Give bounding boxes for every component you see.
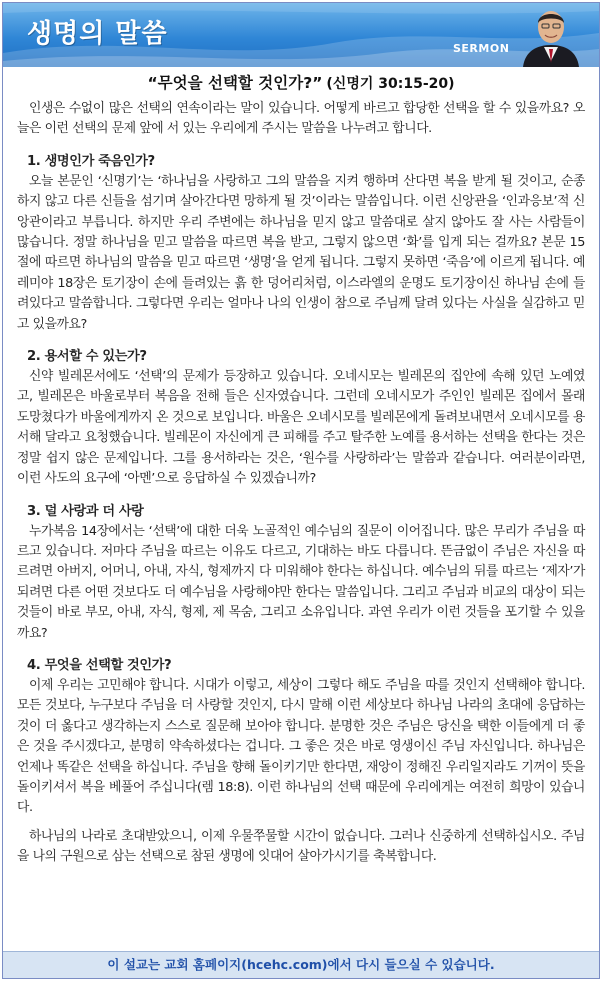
section-heading: 4. 무엇을 선택할 것인가?: [27, 657, 172, 673]
pastor-portrait: [517, 5, 585, 67]
intro-paragraph: 인생은 수없이 많은 선택의 연속이라는 말이 있습니다. 어떻게 바르고 합당한 선택을 할 수 있을까요? 오늘은 이런 선택의 문제 앞에 서 있는 우리에게 주시는 말씀을 나누려고 합니다.: [17, 101, 585, 137]
sermon-body: [17, 99, 585, 868]
header-banner: [3, 3, 599, 67]
section-heading: 2. 용서할 수 있는가?: [27, 349, 147, 365]
sermon-title: “무엇을 선택할 것인가?”: [147, 74, 323, 92]
bulletin-page: [2, 2, 600, 979]
closing-paragraph: 하나님의 나라로 초대받았으니, 이제 우물쭈물할 시간이 없습니다. 그러나 신중하게 선택하십시오. 주님을 나의 구원으로 삼는 선택으로 참된 생명에 잇대어 살아가시기를 축복합니다.: [17, 828, 585, 865]
sermon-label: SERMON: [453, 42, 510, 55]
section-heading: 3. 덜 사랑과 더 사랑: [27, 503, 144, 519]
footer-notice: 이 설교는 교회 홈페이지(hcehc.com)에서 다시 들으실 수 있습니다.: [3, 951, 599, 978]
scripture-reference: (신명기 30:15-20): [326, 76, 455, 92]
section-paragraph: 이제 우리는 고민해야 합니다. 시대가 이렇고, 세상이 그렇다 해도 주님을 따를 것인지 선택해야 합니다. 모든 것보다, 누구보다 주님을 더 사랑할 것인지, 다시 말해 이런 세상보다 하나님 나라의 초대에 응답하는 것이 더 옳다고 생각하는지 스스로 질문해 보아야 합니다. 분명한 것은 주님은 당신을 택한 이들에게 더 좋은 것을 주시겠다고, 분명히 약속하셨다는 겁니다. 그 좋은 것은 바로 영생이신 주님 자신입니다. 하나님은 언제나 똑같은 선택을 하십니다. 주님을 향해 돌이키기만 한다면, 재앙이 정해진 우리일지라도 기꺼이 뜻을 돌이키셔서 복을 베풀어 주십니다(렘 18:8). 이런 하나님의 선택 때문에 우리에게는 여전히 희망이 있습니다.: [17, 677, 585, 816]
section-paragraph: 신약 빌레몬서에도 ‘선택’의 문제가 등장하고 있습니다. 오네시모는 빌레몬의 집안에 속해 있던 노예였고, 빌레몬은 바울로부터 복음을 전해 들은 신자였습니다. 그런데 오네시모가 주인인 빌레몬 집에서 몰래 도망쳤다가 바울에게까지 온 것으로 보입니다. 바울은 오네시모를 빌레몬에게 돌려보내면서 오네시모를 용서해 달라고 요청했습니다. 빌레몬이 자신에게 큰 피해를 주고 탈주한 노예를 용서하는 선택을 한다는 것은 정말 쉽지 않은 문제입니다. 그를 용서하라는 것은, ‘원수를 사랑하라’는 말씀과 같습니다. 여러분이라면, 이런 사도의 요구에 ‘아멘’으로 응답하실 수 있겠습니까?: [17, 369, 585, 487]
section-heading: 1. 생명인가 죽음인가?: [27, 153, 155, 169]
section-title: 생명의 말씀: [27, 19, 168, 49]
sermon-title-row: [3, 71, 599, 93]
section-paragraph: 오늘 본문인 ‘신명기’는 ‘하나님을 사랑하고 그의 말씀을 지켜 행하며 산다면 복을 받게 될 것이고, 순종하지 않고 다른 신들을 섬기며 살아간다면 망하게 될 것’이라는 말씀입니다. 이런 신앙관을 ‘인과응보’적 신앙관이라고 부릅니다. 하지만 우리 주변에는 하나님을 믿지 않고 말씀대로 살지 않아도 잘 사는 사람들이 많습니다. 정말 하나님을 믿고 말씀을 따르면 복을 받고, 그렇지 않으면 ‘화’를 입게 되는 걸까요? 본문 15절에 따르면 하나님의 말씀을 믿고 따르면 ‘생명’을 얻게 됩니다. 그렇지 못하면 ‘죽음’에 이르게 됩니다. 예레미야 18장은 토기장이 손에 들려있는 흙 한 덩어리처럼, 이스라엘의 운명도 토기장이신 하나님 손에 들려있다고 말씀합니다. 그렇다면 우리는 얼마나 나의 인생이 참으로 주님께 달려 있다는 사실을 실감하고 믿고 있을까요?: [17, 173, 585, 332]
section-paragraph: 누가복음 14장에서는 ‘선택’에 대한 더욱 노골적인 예수님의 질문이 이어집니다. 많은 무리가 주님을 따르고 있습니다. 저마다 주님을 따르는 이유도 다르고, 기대하는 바도 다릅니다. 뜬금없이 주님은 자신을 따르려면 아버지, 어머니, 아내, 자식, 형제까지 다 미워해야 한다는 하십니다. 예수님의 뒤를 따르는 ‘제자’가 되려면 다른 어떤 것보다도 더 예수님을 사랑해야만 한다는 말씀입니다. 그리고 주님과 비교의 대상이 되는 것들이 바로 부모, 아내, 자식, 형제, 제 목숨, 그리고 소유입니다. 과연 우리가 이런 것들을 포기할 수 있을까요?: [17, 523, 585, 641]
